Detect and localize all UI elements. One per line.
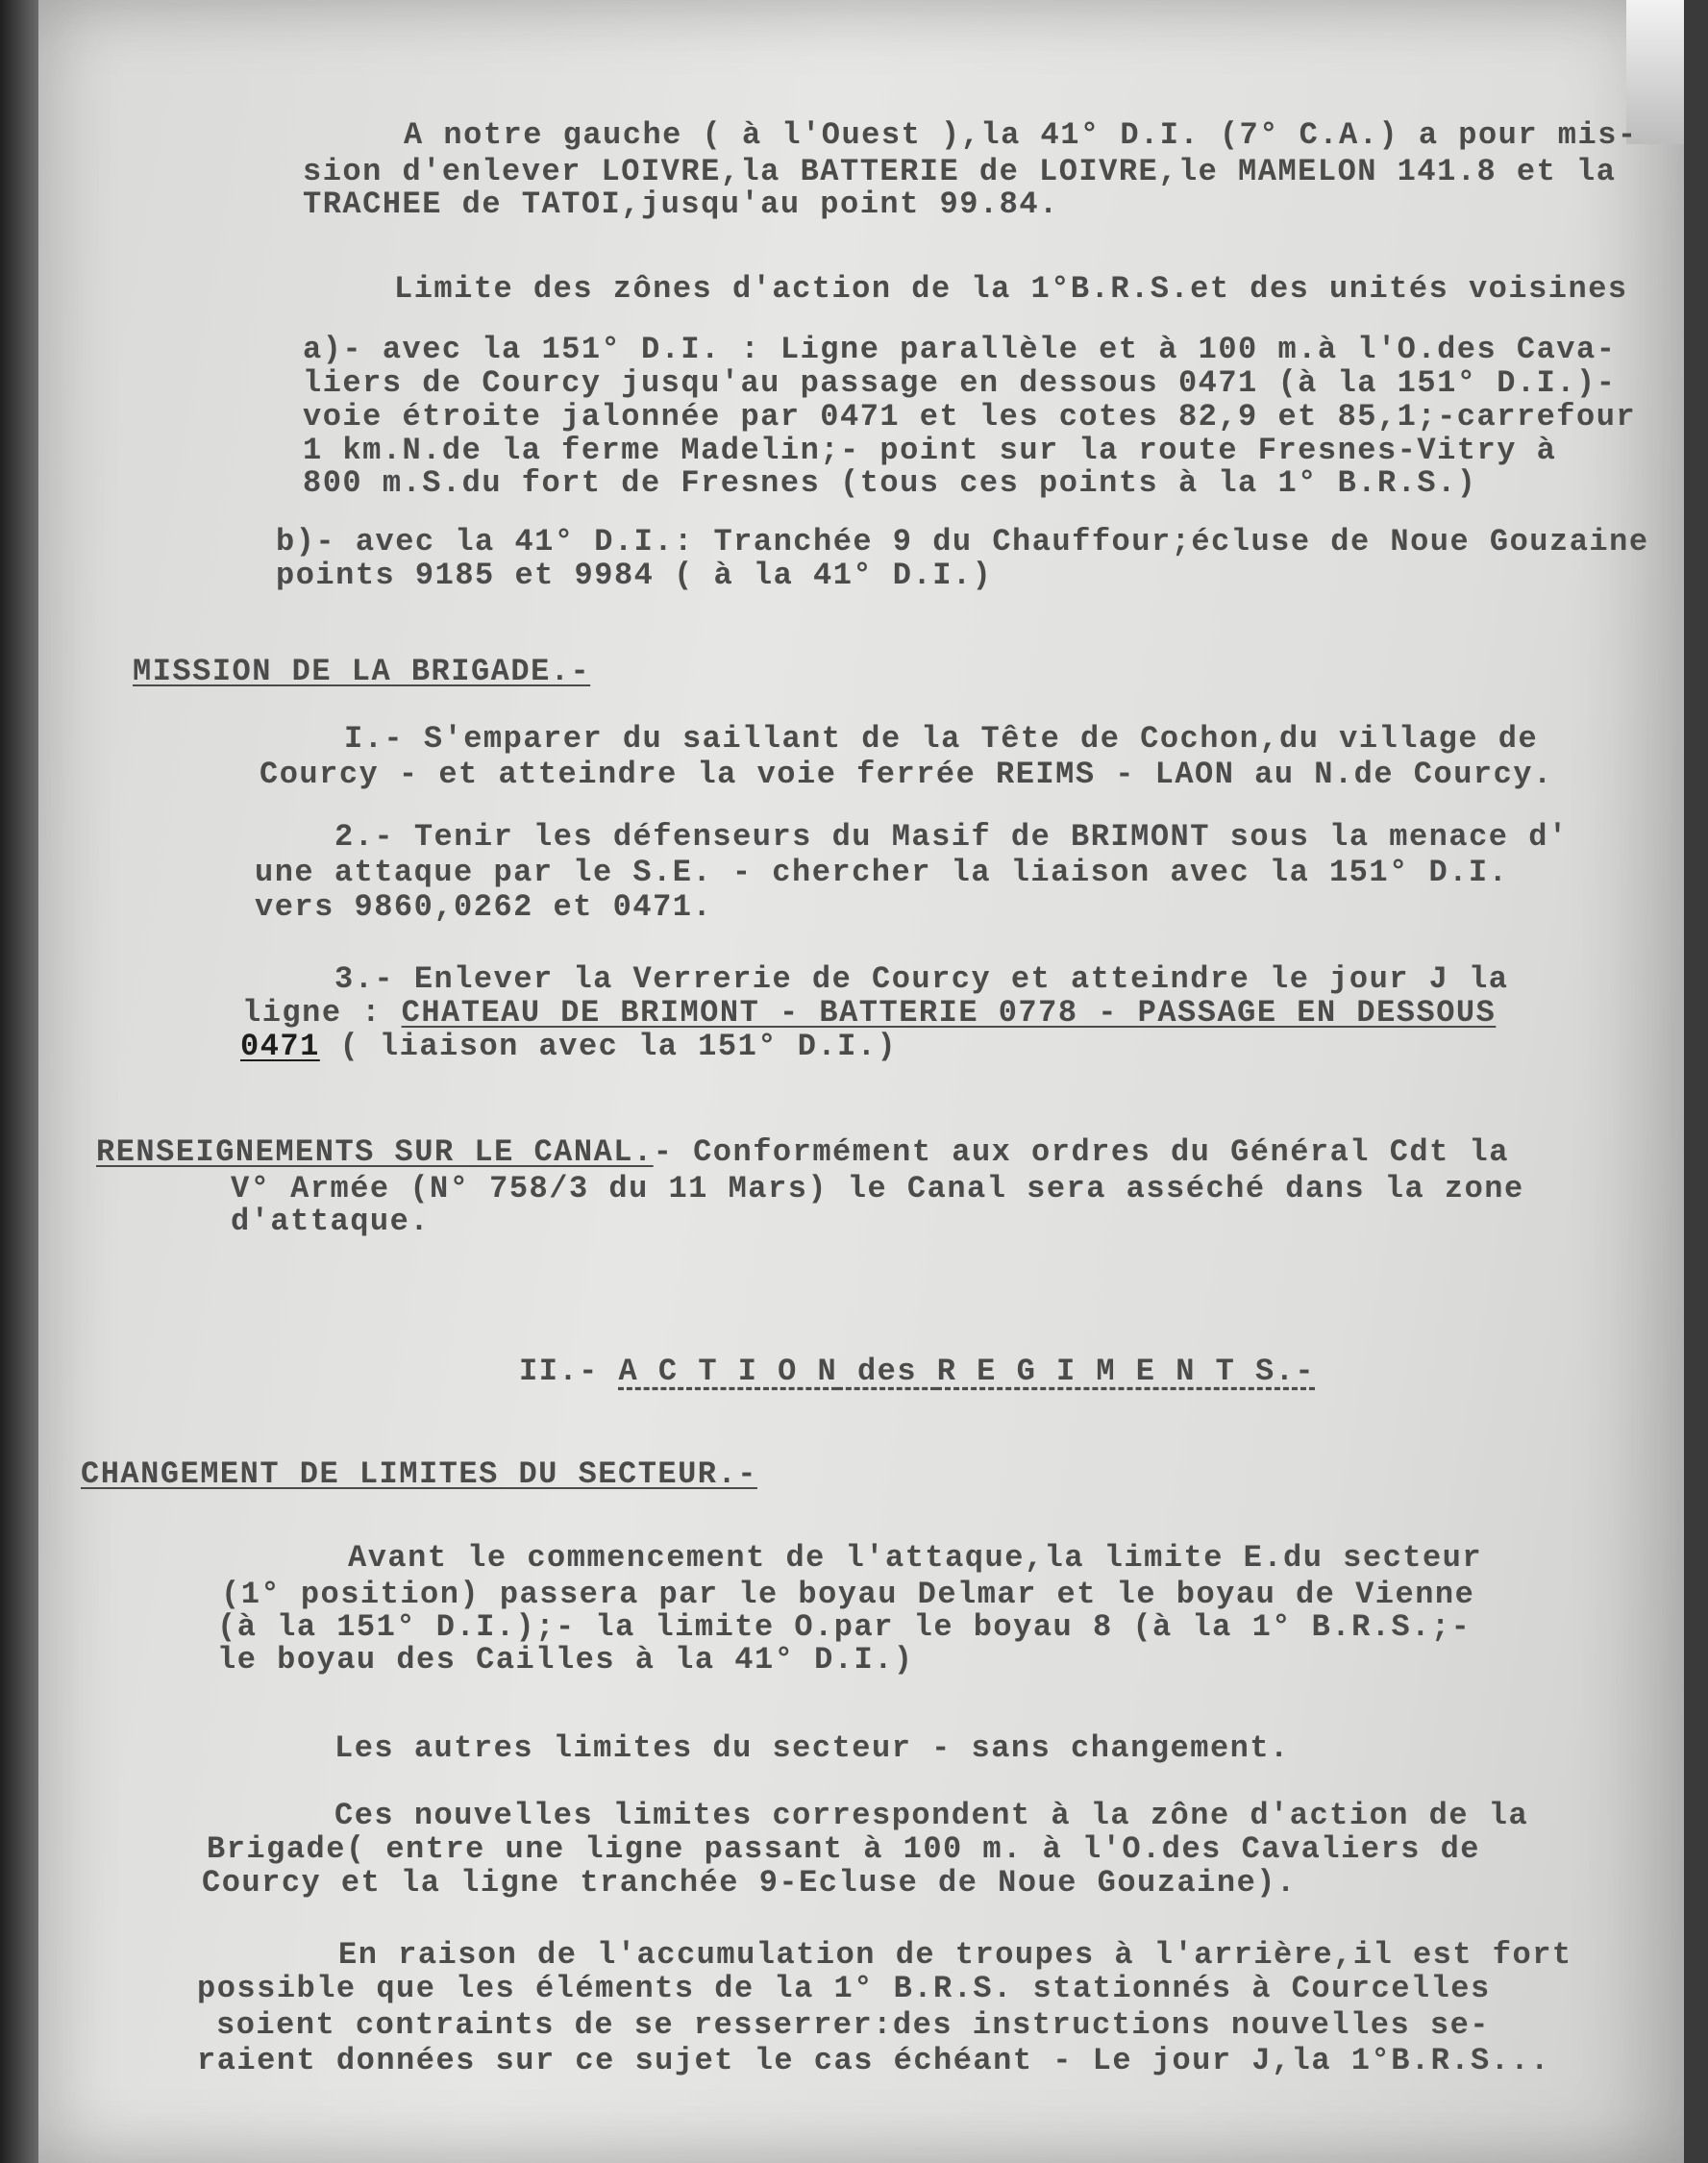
limits-a-line-1: a)- avec la 151° D.I. : Ligne parallèle et à 100 m.à l'O.des Cava- [303,332,1617,367]
change-p1-line-2: (1° position) passera par le boyau Delmar et le boyau de Vienne [221,1577,1475,1612]
section-word-action: A C T I O N [618,1354,838,1389]
canal-heading: RENSEIGNEMENTS SUR LE CANAL. [96,1134,654,1170]
change-p3-line-2: Brigade( entre une ligne passant à 100 m. à l'O.des Cavaliers de [207,1831,1480,1867]
change-p4-line-2: possible que les éléments de la 1° B.R.S. stationnés à Courcelles [197,1971,1491,2006]
limits-b-line-1: b)- avec la 41° D.I.: Tranchée 9 du Chauffour;écluse de Noue Gouzaine [276,524,1649,559]
canal-line-3: d'attaque. [231,1204,431,1239]
mission-2-line-1: 2.- Tenir les défenseurs du Masif de BRIMONT sous la menace d' [334,819,1569,855]
mission-2-line-3: vers 9860,0262 et 0471. [255,889,713,925]
change-p1-line-1: Avant le commencement de l'attaque,la limite E.du secteur [348,1540,1483,1576]
limits-heading: Limite des zônes d'action de la 1°B.R.S.et des unités voisines [394,271,1628,307]
section-word-regiments: R E G I M E N T S.- [936,1354,1316,1389]
left-flank-line-3: TRACHEE de TATOI,jusqu'au point 99.84. [303,186,1059,222]
limits-a-line-5: 800 m.S.du fort de Fresnes (tous ces points à la 1° B.R.S.) [303,465,1477,501]
mission-2-line-2: une attaque par le S.E. - chercher la liaison avec la 151° D.I. [255,855,1509,890]
limits-a-line-3: voie étroite jalonnée par 0471 et les cotes 82,9 et 85,1;-carrefour [303,399,1637,435]
mission-3-line-1: 3.- Enlever la Verrerie de Courcy et atteindre le jour J la [334,961,1509,997]
canal-line-1 [96,1134,1509,1170]
objective-line: CHATEAU DE BRIMONT - BATTERIE 0778 - PASSAGE EN DESSOUS [401,995,1497,1031]
limits-b-line-2: points 9185 et 9984 ( à la 41° D.I.) [276,558,993,593]
mission-1-line-1: I.- S'emparer du saillant de la Tête de Cochon,du village de [344,721,1539,757]
point-0471: 0471 [240,1029,320,1064]
canal-line-2: V° Armée (N° 758/3 du 11 Mars) le Canal sera asséché dans la zone [231,1171,1524,1206]
section-title [519,1354,1315,1389]
change-p4-line-1: En raison de l'accumulation de troupes à l'arrière,il est fort [338,1937,1572,1973]
line-label: ligne : [242,995,402,1031]
left-flank-line-1: A notre gauche ( à l'Ouest ),la 41° D.I. (7° C.A.) a pour mis- [404,117,1638,153]
change-p3-line-1: Ces nouvelles limites correspondent à la zône d'action de la [334,1798,1529,1833]
change-p1-line-3: (à la 151° D.I.);- la limite O.par le boyau 8 (à la 1° B.R.S.;- [217,1609,1472,1645]
scan-left-edge [0,0,38,2163]
liaison-note: ( liaison avec la 151° D.I.) [319,1029,898,1064]
change-heading: CHANGEMENT DE LIMITES DU SECTEUR.- [81,1456,757,1492]
mission-heading: MISSION DE LA BRIGADE.- [133,654,591,689]
left-flank-line-2: sion d'enlever LOIVRE,la BATTERIE de LOIVRE,le MAMELON 141.8 et la [303,154,1617,189]
change-p1-line-4: le boyau des Cailles à la 41° D.I.) [217,1642,914,1678]
change-p3-line-3: Courcy et la ligne tranchée 9-Ecluse de Noue Gouzaine). [202,1865,1297,1901]
mission-1-line-2: Courcy - et atteindre la voie ferrée REIMS - LAON au N.de Courcy. [260,757,1553,792]
mission-3-line-3 [240,1029,897,1064]
change-p4-line-4: raient données sur ce sujet le cas échéant - Le jour J,la 1°B.R.S... [197,2043,1550,2078]
section-number: II.- [519,1354,619,1389]
mission-3-line-2 [242,995,1496,1031]
change-p2: Les autres limites du secteur - sans changement. [334,1730,1290,1766]
change-p4-line-3: soient contraints de se resserrer:des instructions nouvelles se- [216,2007,1490,2043]
section-word-des: des [837,1354,937,1389]
limits-a-line-2: liers de Courcy jusqu'au passage en dessous 0471 (à la 151° D.I.)- [303,365,1617,401]
canal-text-1: - Conformément aux ordres du Général Cdt la [653,1134,1509,1170]
limits-a-line-4: 1 km.N.de la ferme Madelin;- point sur la route Fresnes-Vitry à [303,433,1557,468]
